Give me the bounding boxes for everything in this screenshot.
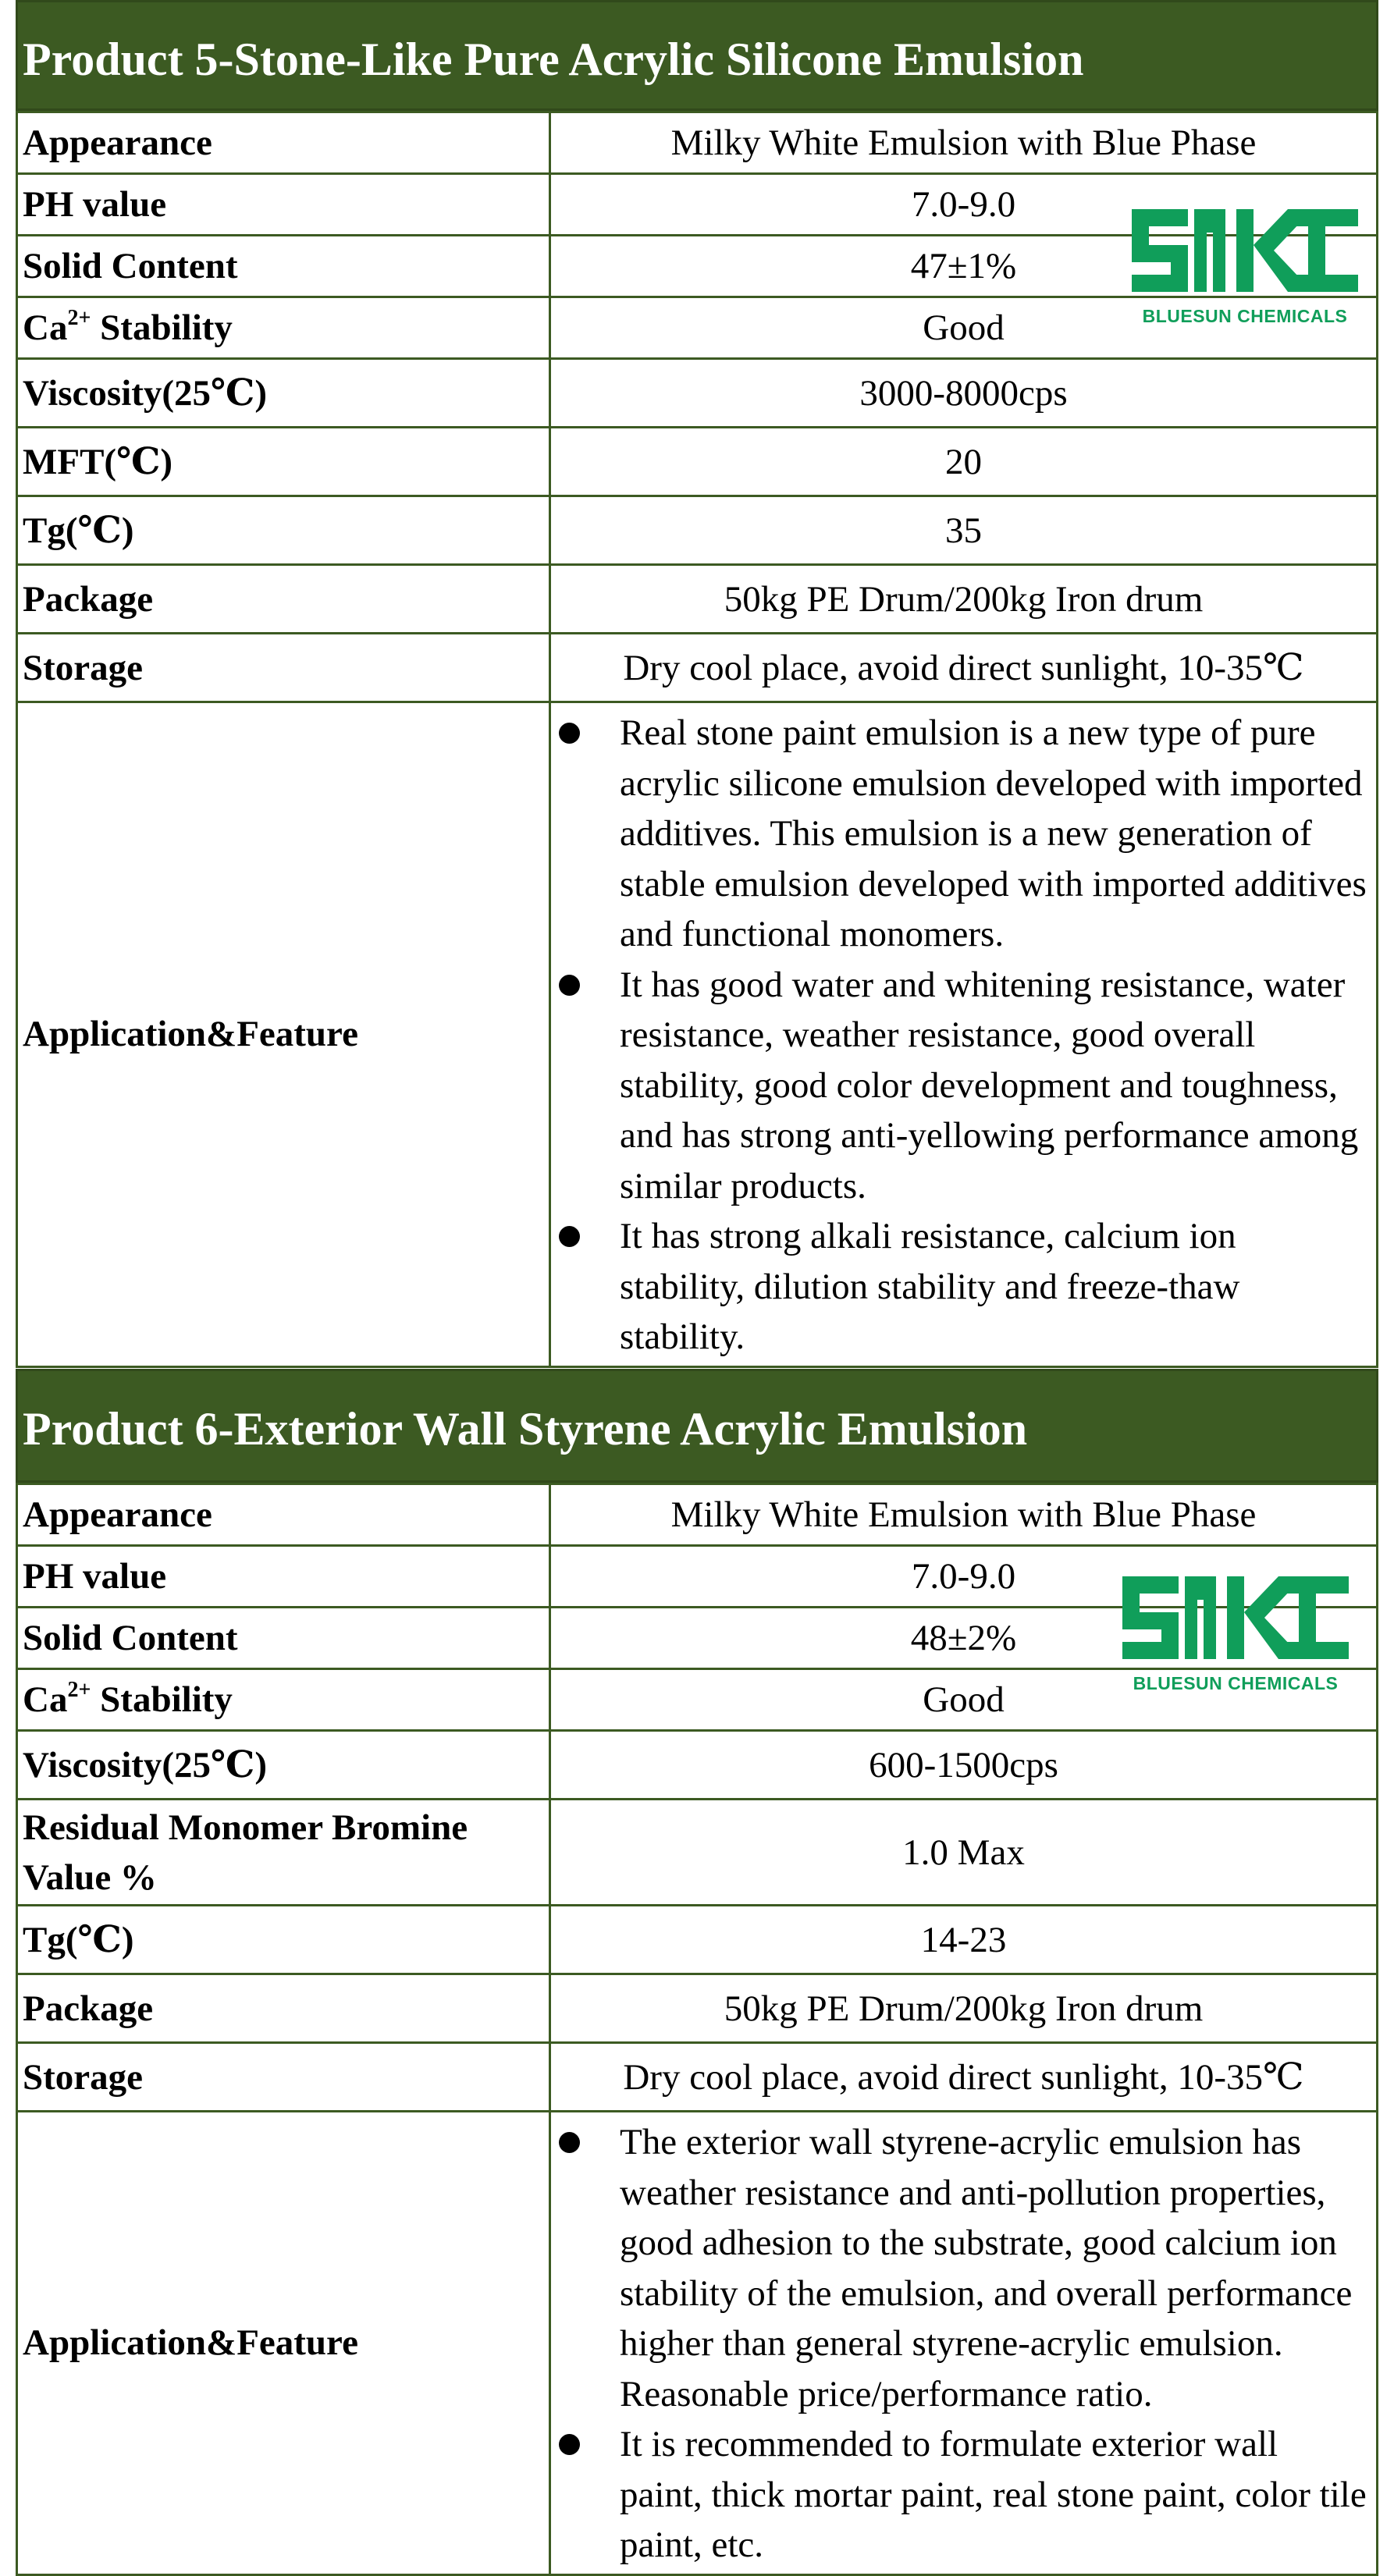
spec-value: 50kg PE Drum/200kg Iron drum	[550, 1974, 1378, 2043]
spec-value: 3000-8000cps	[550, 359, 1378, 428]
feature-cell	[550, 702, 1378, 1367]
spec-label: Package	[17, 1974, 550, 2043]
spec-label: Appearance	[17, 112, 550, 174]
logo-brand-text: BLUESUN CHEMICALS	[1142, 306, 1348, 326]
bluesun-logo-icon	[1132, 209, 1358, 326]
spec-value: 50kg PE Drum/200kg Iron drum	[550, 565, 1378, 634]
spec-value: 14-23	[550, 1906, 1378, 1974]
spec-value: 20	[550, 428, 1378, 496]
spec-value: Good	[550, 297, 1378, 359]
feature-text: It has strong alkali resistance, calcium ion stability, dilution stability and freeze-thaw stability.	[620, 1216, 1240, 1357]
spec-label: Appearance	[17, 1484, 550, 1546]
feature-list	[551, 2117, 1376, 2571]
spec-row	[17, 1800, 1378, 1906]
spec-label: MFT(℃)	[17, 428, 550, 496]
spec-label: Viscosity(25℃)	[17, 1731, 550, 1800]
calcium-label-base: Ca	[23, 307, 68, 348]
feature-label: Application&Feature	[17, 702, 550, 1367]
spec-label: Tg(℃)	[17, 496, 550, 565]
skc-logo-mark-icon	[1122, 1576, 1349, 1670]
spec-label	[17, 1669, 550, 1731]
calcium-charge: 2+	[67, 1678, 91, 1703]
feature-item	[551, 2419, 1376, 2571]
spec-value: 7.0-9.0	[550, 174, 1378, 236]
spec-row	[17, 1974, 1378, 2043]
feature-row	[17, 2112, 1378, 2575]
calcium-label-rest: Stability	[91, 1679, 233, 1720]
bullet-dot-icon	[559, 975, 580, 996]
bluesun-logo-icon	[1122, 1576, 1349, 1693]
spec-row	[17, 1484, 1378, 1546]
spec-row	[17, 359, 1378, 428]
feature-cell	[550, 2112, 1378, 2575]
spec-value: Good	[550, 1669, 1378, 1731]
spec-value: 600-1500cps	[550, 1731, 1378, 1800]
spec-label: Residual Monomer Bromine Value %	[17, 1800, 550, 1906]
spec-row	[17, 1906, 1378, 1974]
logo-brand-text: BLUESUN CHEMICALS	[1133, 1673, 1339, 1693]
spec-label: Solid Content	[17, 236, 550, 297]
spec-row	[17, 1731, 1378, 1800]
spec-value: Milky White Emulsion with Blue Phase	[550, 112, 1378, 174]
calcium-label-rest: Stability	[91, 307, 233, 348]
spec-value: Dry cool place, avoid direct sunlight, 10-35℃	[550, 634, 1378, 702]
spec-value: 47±1%	[550, 236, 1378, 297]
spec-value: 35	[550, 496, 1378, 565]
spec-label	[17, 297, 550, 359]
feature-text: The exterior wall styrene-acrylic emulsion has weather resistance and anti-pollution properties, good adhesion to the substrate, good calcium ion stability of the emulsion, and overall performance higher than general styrene-acrylic emulsion. Reasonable price/performance ratio.	[620, 2122, 1353, 2414]
feature-list	[551, 708, 1376, 1363]
spec-label: Storage	[17, 2043, 550, 2112]
feature-item	[551, 2117, 1376, 2419]
spec-label: Viscosity(25℃)	[17, 359, 550, 428]
spec-row	[17, 112, 1378, 174]
bullet-dot-icon	[559, 1226, 580, 1247]
spec-label: Solid Content	[17, 1608, 550, 1669]
feature-label: Application&Feature	[17, 2112, 550, 2575]
spec-row	[17, 496, 1378, 565]
feature-item	[551, 708, 1376, 960]
spec-row	[17, 428, 1378, 496]
spec-value: 48±2%	[550, 1608, 1378, 1669]
spec-label: Package	[17, 565, 550, 634]
spec-row	[17, 634, 1378, 702]
product-title: Product 5-Stone-Like Pure Acrylic Silicone Emulsion	[16, 0, 1378, 111]
spec-row	[17, 2043, 1378, 2112]
spec-row	[17, 565, 1378, 634]
bullet-dot-icon	[559, 2132, 580, 2153]
spec-label: Storage	[17, 634, 550, 702]
bullet-dot-icon	[559, 2434, 580, 2455]
spec-label: Tg(℃)	[17, 1906, 550, 1974]
product-title: Product 6-Exterior Wall Styrene Acrylic Emulsion	[16, 1369, 1378, 1483]
product-6-section	[16, 1369, 1378, 2575]
product-5-section	[16, 0, 1378, 1369]
feature-item	[551, 960, 1376, 1212]
spec-value: Dry cool place, avoid direct sunlight, 10-35℃	[550, 2043, 1378, 2112]
feature-item	[551, 1211, 1376, 1363]
spec-value: 1.0 Max	[550, 1800, 1378, 1906]
feature-text: It has good water and whitening resistance, water resistance, weather resistance, good overall stability, good color development and toughness, and has strong anti-yellowing performance among similar products.	[620, 964, 1359, 1206]
spec-label: PH value	[17, 1546, 550, 1608]
calcium-label-base: Ca	[23, 1679, 68, 1720]
spec-value: Milky White Emulsion with Blue Phase	[550, 1484, 1378, 1546]
feature-text: Real stone paint emulsion is a new type of pure acrylic silicone emulsion developed with imported additives. This emulsion is a new generation of stable emulsion developed with imported additives and functional monomers.	[620, 712, 1367, 954]
calcium-charge: 2+	[67, 306, 91, 331]
spec-value: 7.0-9.0	[550, 1546, 1378, 1608]
feature-text: It is recommended to formulate exterior wall paint, thick mortar paint, real stone paint, color tile paint, etc.	[620, 2424, 1367, 2565]
feature-row	[17, 702, 1378, 1367]
spec-label: PH value	[17, 174, 550, 236]
skc-logo-mark-icon	[1132, 209, 1358, 303]
bullet-dot-icon	[559, 723, 580, 744]
